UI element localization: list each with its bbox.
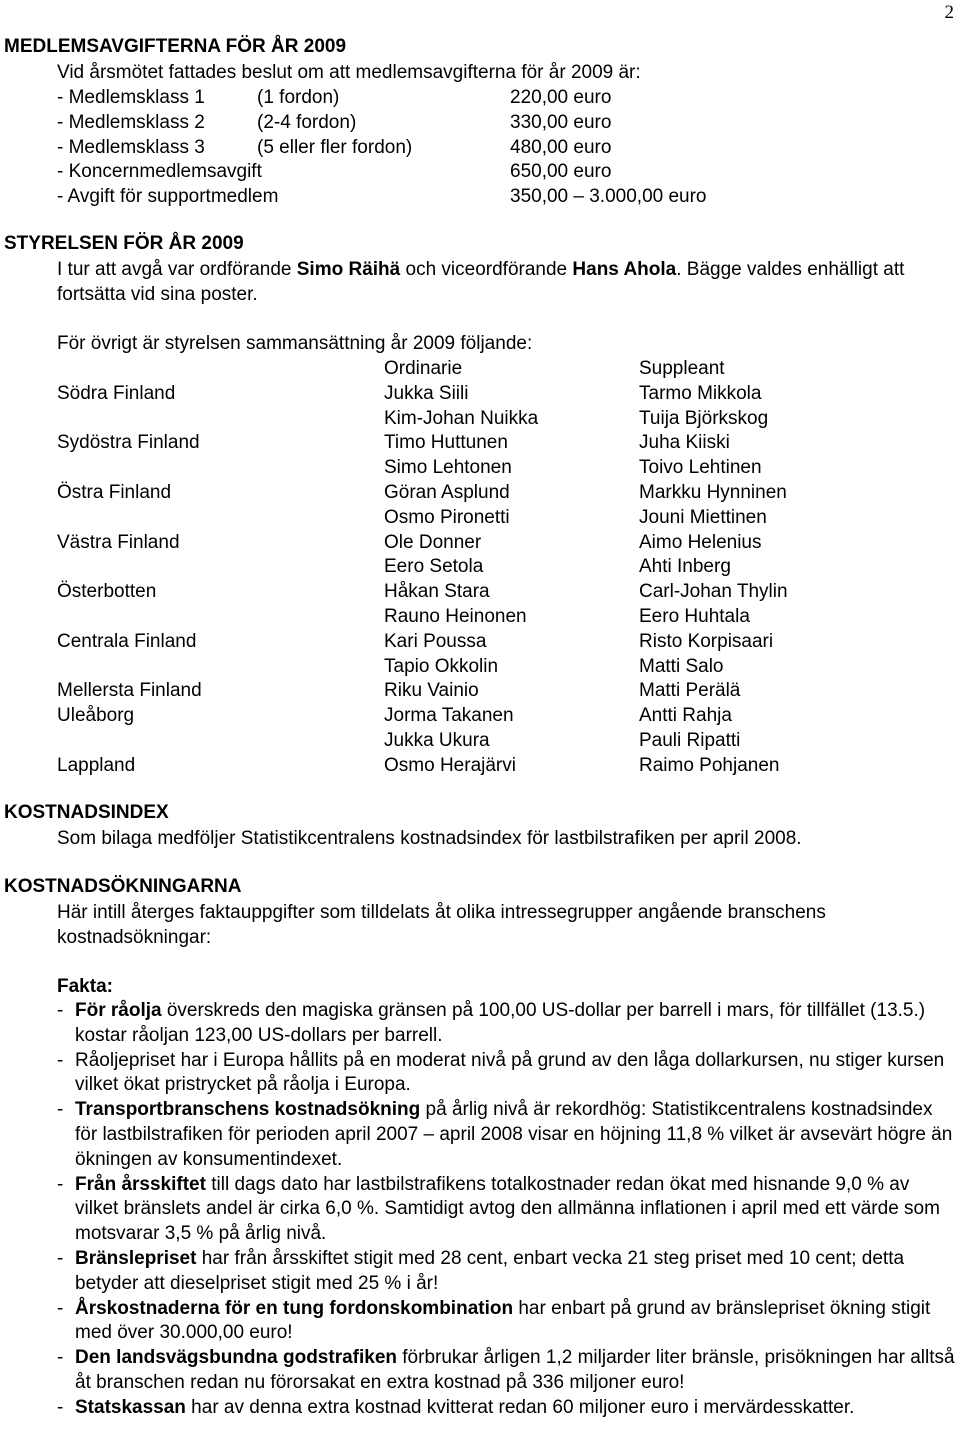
deputy-member: Matti Perälä [639,680,741,702]
ordinary-member: Jorma Takanen [384,705,514,727]
ordinary-member: Rauno Heinonen [384,606,527,627]
fee-row [57,136,947,161]
deputy-member: Jouni Miettinen [639,506,767,528]
board-row [57,605,947,630]
board-row [57,481,947,506]
region-name: Sydöstra Finland [57,432,200,454]
ordinary-member: Tapio Okkolin [384,655,499,677]
page-number: 2 [944,2,954,23]
fact-text: har enbart på grund av bränslepriset ökning stigit med över 30.000,00 euro! [75,1297,931,1344]
board-composition-intro: För övrigt är styrelsen sammansättning år 2009 följande: [57,333,533,354]
fact-keyword: Årskostnaderna för en tung fordonskombination [75,1297,514,1319]
fact-text: till dags dato har lastbilstrafikens totalkostnader redan ökat med hisnande 9,0 % av vilket bränslets andel är cirka 6,0 %. Samtidigt avtog den allmänna inflationen i april med ett värde som motsvarar 3,5 % på årlig nivå. [75,1173,940,1245]
ordinary-member: Kim-Johan Nuikka [384,407,539,429]
board-row [57,531,947,556]
board-row [57,431,947,456]
ordinary-member: Osmo Herajärvi [384,754,516,776]
board-row [57,679,947,704]
fact-text: förbrukar årligen 1,2 miljarder liter bränsle, prisökningen har alltså åt branschen redan nu förorsakat en extra kostnad på 336 miljoner euro! [75,1347,955,1393]
ordinary-member: Eero Setola [384,556,484,578]
fee-note: (2-4 fordon) [257,111,357,133]
ordinary-member: Jukka Siili [384,382,469,404]
board-paragraph: I tur att avgå var ordförande Simo Räihä och viceordförande Hans Ahola. Bägge valdes enhälligt att fortsätta vid sina poster. [57,259,905,305]
increases-heading: KOSTNADSÖKNINGARNA [4,876,242,897]
deputy-member: Toivo Lehtinen [639,457,762,479]
fact-text: har från årsskiftet stigit med 28 cent, enbart vecka 21 steg priset med 10 cent; detta betyder att dieselpriset stigit med 25 % i år! [75,1247,905,1294]
fee-label: - Medlemsklass 2 [57,111,205,133]
deputy-member: Aimo Helenius [639,531,762,553]
fee-amount: 350,00 – 3.000,00 euro [510,186,707,208]
region-name: Södra Finland [57,382,176,404]
fee-label: - Medlemsklass 1 [57,87,205,108]
fact-text: Råoljepriset har i Europa hållits på en moderat nivå på grund av den låga dollarkursen, nu stiger kursen vilket ökat pristrycket på råolja i Europa. [75,1049,945,1096]
fact-item [57,1297,957,1347]
region-name: Centrala Finland [57,630,197,652]
board-row [57,456,947,481]
bullet-dash: - [57,1347,64,1369]
ordinary-member: Timo Huttunen [384,432,508,454]
bullet-dash: - [57,1247,64,1269]
index-text: Som bilaga medföljer Statistikcentralens kostnadsindex för lastbilstrafiken per april 2008. [57,828,802,849]
deputy-member: Tuija Björkskog [639,407,769,429]
fact-item [57,1396,957,1421]
column-deputy: Suppleant [639,358,725,379]
bullet-dash: - [57,1000,64,1021]
fact-text: överskreds den magiska gränsen på 100,00 US-dollar per barrell i mars, för tillfället (13.5.) kostar råoljan 123,00 US-dollars per barrell. [75,1000,926,1046]
fees-intro: Vid årsmötet fattades beslut om att medlemsavgifterna för år 2009 är: [57,62,641,83]
fact-keyword: För råolja [75,1000,162,1021]
fee-amount: 650,00 euro [510,161,612,183]
board-row [57,754,947,779]
increases-text: Här intill återges faktauppgifter som tilldelats åt olika intressegrupper angående branschens kostnadsökningar: [57,902,826,948]
fee-label: - Medlemsklass 3 [57,136,205,158]
fact-text: har av denna extra kostnad kvitterat redan 60 miljoner euro i mervärdesskatter. [185,1396,855,1418]
board-row [57,407,947,432]
ordinary-member: Simo Lehtonen [384,457,512,479]
deputy-member: Matti Salo [639,655,724,677]
fee-amount: 330,00 euro [510,111,612,133]
deputy-member: Carl-Johan Thylin [639,581,788,603]
deputy-member: Raimo Pohjanen [639,754,780,776]
region-name: Uleåborg [57,705,135,727]
ordinary-member: Jukka Ukura [384,730,490,751]
fee-row [57,111,947,136]
fact-keyword: Bränslepriset [75,1247,197,1269]
fact-item [57,1247,957,1297]
board-heading: STYRELSEN FÖR ÅR 2009 [4,233,244,254]
deputy-member: Tarmo Mikkola [639,382,762,404]
board-row [57,506,947,531]
fact-text: på årlig nivå är rekordhög: Statistikcentralens kostnadsindex för lastbilstrafiken för perioden april 2007 – april 2008 visar en höjning 11,8 % vilket är avsevärt högre än ökningen av konsumentindexet. [75,1099,953,1170]
board-row [57,630,947,655]
fee-amount: 220,00 euro [510,87,612,108]
board-row [57,555,947,580]
board-row [57,382,947,407]
board-table-header [57,357,947,382]
bullet-dash: - [57,1396,64,1418]
deputy-member: Eero Huhtala [639,606,750,627]
fact-item [57,1346,957,1396]
fee-label: - Koncernmedlemsavgift [57,161,262,183]
fee-note: (5 eller fler fordon) [257,136,413,158]
fact-item [57,1098,957,1172]
region-name: Mellersta Finland [57,680,202,702]
bullet-dash: - [57,1297,64,1319]
ordinary-member: Riku Vainio [384,680,479,702]
ordinary-member: Håkan Stara [384,581,490,603]
column-ordinary: Ordinarie [384,358,463,379]
fee-note: (1 fordon) [257,87,340,108]
facts-heading: Fakta: [57,976,113,997]
board-row [57,655,947,680]
deputy-member: Markku Hynninen [639,482,787,503]
fact-keyword: Från årsskiftet [75,1173,206,1195]
index-heading: KOSTNADSINDEX [4,802,169,823]
vice-chairman-name: Hans Ahola [572,259,677,280]
ordinary-member: Ole Donner [384,531,482,553]
fact-item [57,1049,957,1099]
ordinary-member: Osmo Pironetti [384,506,510,528]
bullet-dash: - [57,1049,64,1071]
bullet-dash: - [57,1173,64,1195]
deputy-member: Pauli Ripatti [639,730,741,751]
fee-row [57,185,947,210]
fact-item [57,1173,957,1247]
region-name: Västra Finland [57,531,180,553]
fact-item [57,999,957,1049]
fact-keyword: Statskassan [75,1396,186,1418]
board-row [57,580,947,605]
fee-amount: 480,00 euro [510,136,612,158]
region-name: Österbotten [57,581,157,603]
fact-keyword: Transportbranschens kostnadsökning [75,1099,421,1121]
board-row [57,729,947,754]
fact-keyword: Den landsvägsbundna godstrafiken [75,1347,397,1369]
fees-heading: MEDLEMSAVGIFTERNA FÖR ÅR 2009 [4,36,347,57]
deputy-member: Antti Rahja [639,705,732,727]
board-row [57,704,947,729]
ordinary-member: Göran Asplund [384,482,510,503]
region-name: Lappland [57,754,136,776]
ordinary-member: Kari Poussa [384,630,487,652]
bullet-dash: - [57,1099,64,1121]
deputy-member: Ahti Inberg [639,556,731,578]
region-name: Östra Finland [57,482,172,503]
fee-row [57,160,947,185]
fee-row [57,86,947,111]
chairman-name: Simo Räihä [296,259,401,280]
deputy-member: Juha Kiiski [639,432,730,454]
fee-label: - Avgift för supportmedlem [57,186,279,208]
deputy-member: Risto Korpisaari [639,630,774,652]
facts-list [57,999,957,1421]
